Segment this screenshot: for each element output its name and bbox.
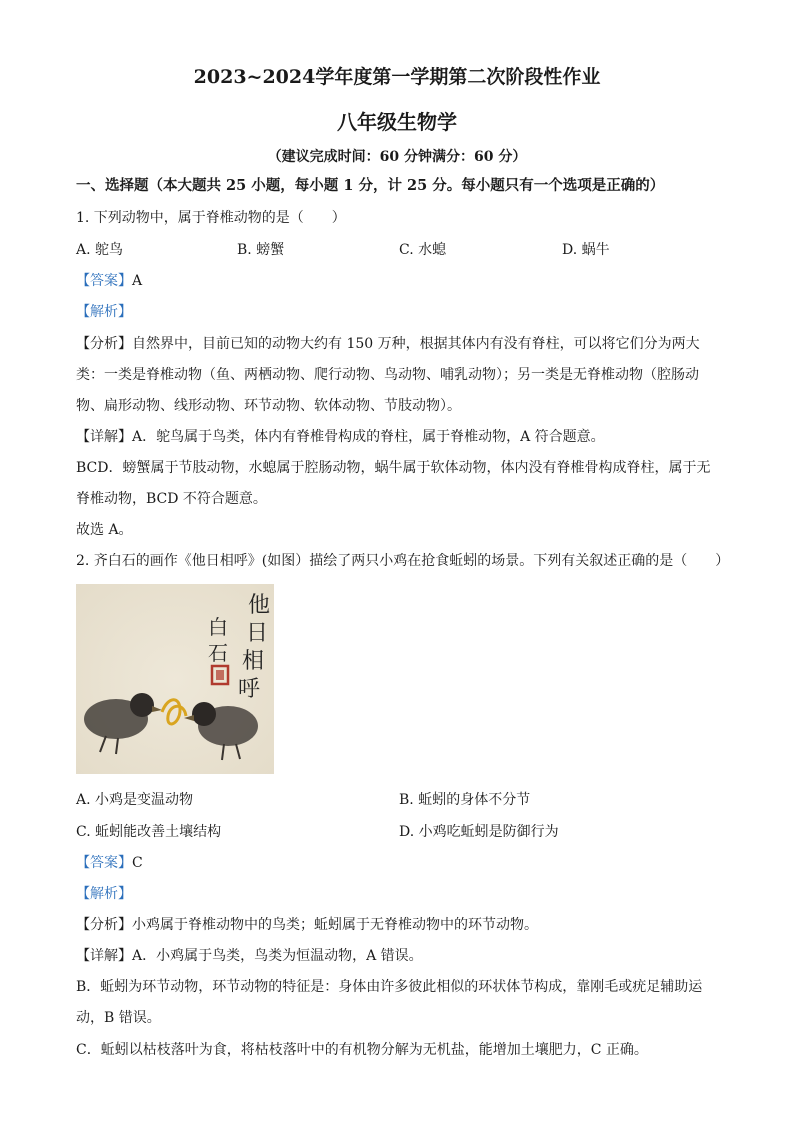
detail-tag: 【详解】 — [76, 429, 132, 445]
fenxi-tag: 【分析】 — [76, 336, 132, 352]
q1-detail-line-2: BCD．螃蟹属于节肢动物，水螅属于腔肠动物，蜗牛属于软体动物，体内没有脊椎骨构成脊柱，属于无 — [76, 460, 711, 476]
detail-text: A．小鸡属于鸟类，鸟类为恒温动物，A 错误。 — [132, 948, 423, 964]
q2-answer — [76, 853, 143, 873]
q2-stem: 2. 齐白石的画作《他日相呼》(如图）描绘了两只小鸡在抢食蚯蚓的场景。下列有关叙述正确的是（ ） — [76, 553, 730, 569]
signature-char: 石 — [208, 641, 228, 665]
exam-title: 2023~2024学年度第一学期第二次阶段性作业 — [193, 66, 601, 88]
q1-option-d: D. 蜗牛 — [562, 242, 610, 258]
detail-tag: 【详解】 — [76, 948, 132, 964]
q2-detail-line-3: 动，B 错误。 — [76, 1010, 161, 1026]
q2-option-b: B. 蚯蚓的身体不分节 — [399, 792, 531, 808]
fenxi-text: 小鸡属于脊椎动物中的鸟类；蚯蚓属于无脊椎动物中的环节动物。 — [132, 917, 538, 933]
q2-detail-line-1 — [76, 946, 423, 966]
q2-option-a: A. 小鸡是变温动物 — [76, 792, 194, 808]
q2-analysis-tag: 【解析】 — [76, 886, 132, 902]
q1-fenxi-line-2: 类：一类是脊椎动物（鱼、两栖动物、爬行动物、鸟动物、哺乳动物）；另一类是无脊椎动物（腔肠动 — [76, 367, 699, 383]
q2-option-c: C. 蚯蚓能改善土壤结构 — [76, 824, 222, 840]
q1-stem: 1. 下列动物中，属于脊椎动物的是（ ） — [76, 210, 346, 226]
exam-info: （建议完成时间：60 分钟满分：60 分） — [267, 149, 527, 165]
calligraphy-char: 相 — [242, 649, 265, 674]
q1-option-c: C. 水螅 — [399, 242, 447, 258]
qi-baishi-painting — [76, 584, 274, 774]
q2-detail-line-4: C．蚯蚓以枯枝落叶为食，将枯枝落叶中的有机物分解为无机盐，能增加土壤肥力，C 正确。 — [76, 1042, 648, 1058]
q1-detail-line-3: 脊椎动物，BCD 不符合题意。 — [76, 491, 267, 507]
q1-fenxi-line-3: 物、扁形动物、线形动物、环节动物、软体动物、节肢动物）。 — [76, 398, 461, 414]
calligraphy-char: 他 — [248, 593, 271, 618]
answer-tag: 【答案】 — [76, 273, 132, 289]
calligraphy-char: 呼 — [238, 677, 261, 702]
q1-option-a: A. 鸵鸟 — [76, 242, 124, 258]
calligraphy-char: 日 — [246, 621, 269, 646]
q1-option-b: B. 螃蟹 — [237, 242, 285, 258]
q1-analysis-tag: 【解析】 — [76, 304, 132, 320]
detail-text: A．鸵鸟属于鸟类，体内有脊椎骨构成的脊柱，属于脊椎动物，A 符合题意。 — [132, 429, 605, 445]
q1-conclusion: 故选 A。 — [76, 522, 133, 538]
signature-char: 白 — [208, 615, 228, 639]
section-heading: 一、选择题（本大题共 25 小题，每小题 1 分，计 25 分。每小题只有一个选项是正确的） — [76, 177, 665, 194]
answer-tag: 【答案】 — [76, 855, 132, 871]
answer-value: C — [132, 855, 143, 871]
q2-detail-line-2: B．蚯蚓为环节动物，环节动物的特征是：身体由许多彼此相似的环状体节构成，靠刚毛或疣足辅助运 — [76, 979, 703, 995]
q2-fenxi-line-1 — [76, 915, 538, 935]
fenxi-tag: 【分析】 — [76, 917, 132, 933]
q2-option-d: D. 小鸡吃蚯蚓是防御行为 — [399, 824, 559, 840]
subject-title: 八年级生物学 — [337, 110, 457, 134]
answer-value: A — [132, 273, 143, 289]
q1-answer — [76, 271, 142, 291]
q1-detail-line-1 — [76, 427, 605, 447]
fenxi-text: 自然界中，目前已知的动物大约有 150 万种，根据其体内有没有脊柱，可以将它们分为两大 — [132, 336, 700, 352]
q1-fenxi-line-1 — [76, 334, 700, 354]
